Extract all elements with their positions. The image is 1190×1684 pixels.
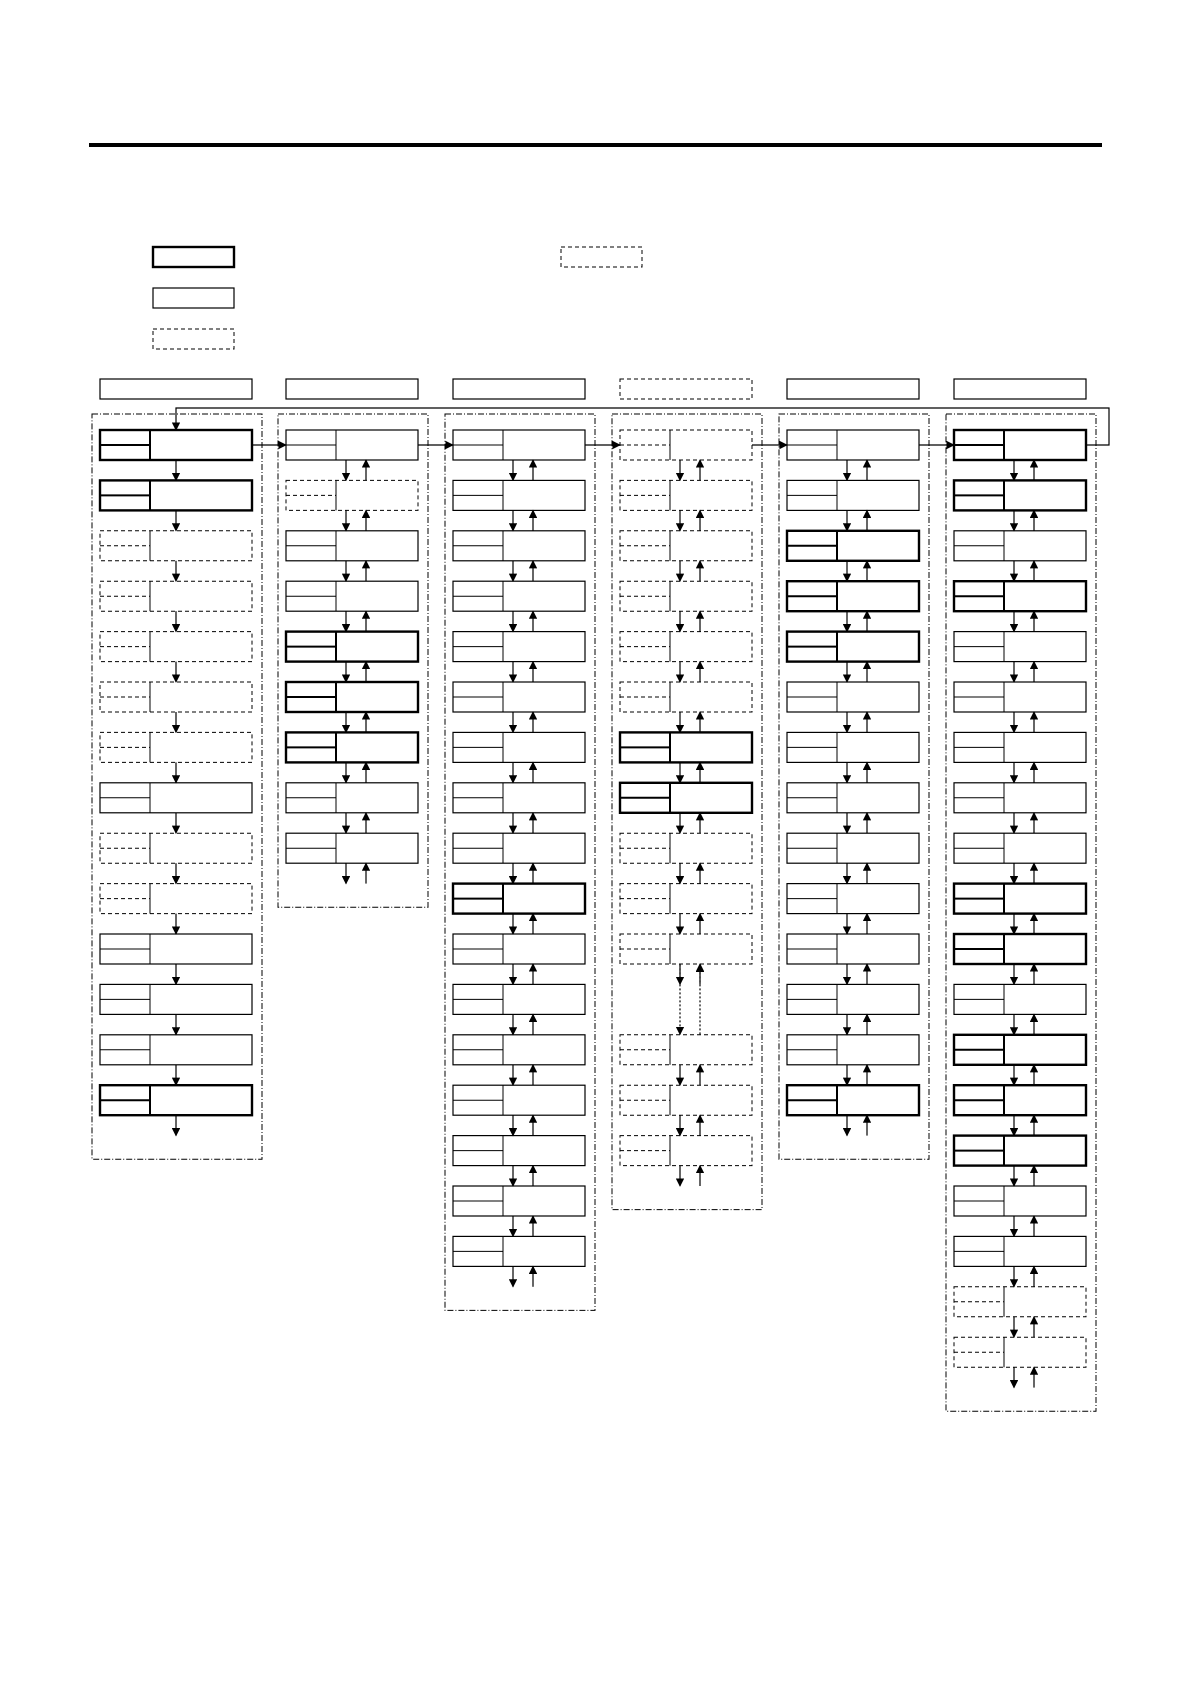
- col-2-header: [286, 379, 418, 399]
- legend-dashed-right-swatch: [561, 247, 642, 267]
- col-4-header: [620, 379, 752, 399]
- col-4-box-14: [620, 1085, 752, 1115]
- legend-dashed-left-swatch: [153, 329, 234, 349]
- legend-normal-swatch: [153, 288, 234, 308]
- col-4-box-6: [620, 682, 752, 712]
- col-4-box-9: [620, 833, 752, 863]
- col-4-box-4: [620, 581, 752, 611]
- col-1-header: [100, 379, 252, 399]
- col-1-group-frame: [92, 414, 262, 1159]
- col-3-header: [453, 379, 585, 399]
- col-4-box-11: [620, 934, 752, 964]
- col-6-header: [954, 379, 1086, 399]
- col-4-box-2: [620, 480, 752, 510]
- col-5-group-frame: [779, 414, 929, 1159]
- col-6-box-18: [954, 1287, 1086, 1317]
- col-4-box-3: [620, 531, 752, 561]
- legend-thick-swatch: [153, 247, 234, 267]
- col-4-box-13: [620, 1035, 752, 1065]
- col-2-box-2: [286, 480, 418, 510]
- col-4-box-15: [620, 1136, 752, 1166]
- col-4-box-10: [620, 884, 752, 914]
- col-3-group-frame: [445, 414, 595, 1310]
- col-4-box-5: [620, 632, 752, 662]
- col-5-header: [787, 379, 919, 399]
- col-6-box-19: [954, 1337, 1086, 1367]
- col-4-box-1: [620, 430, 752, 460]
